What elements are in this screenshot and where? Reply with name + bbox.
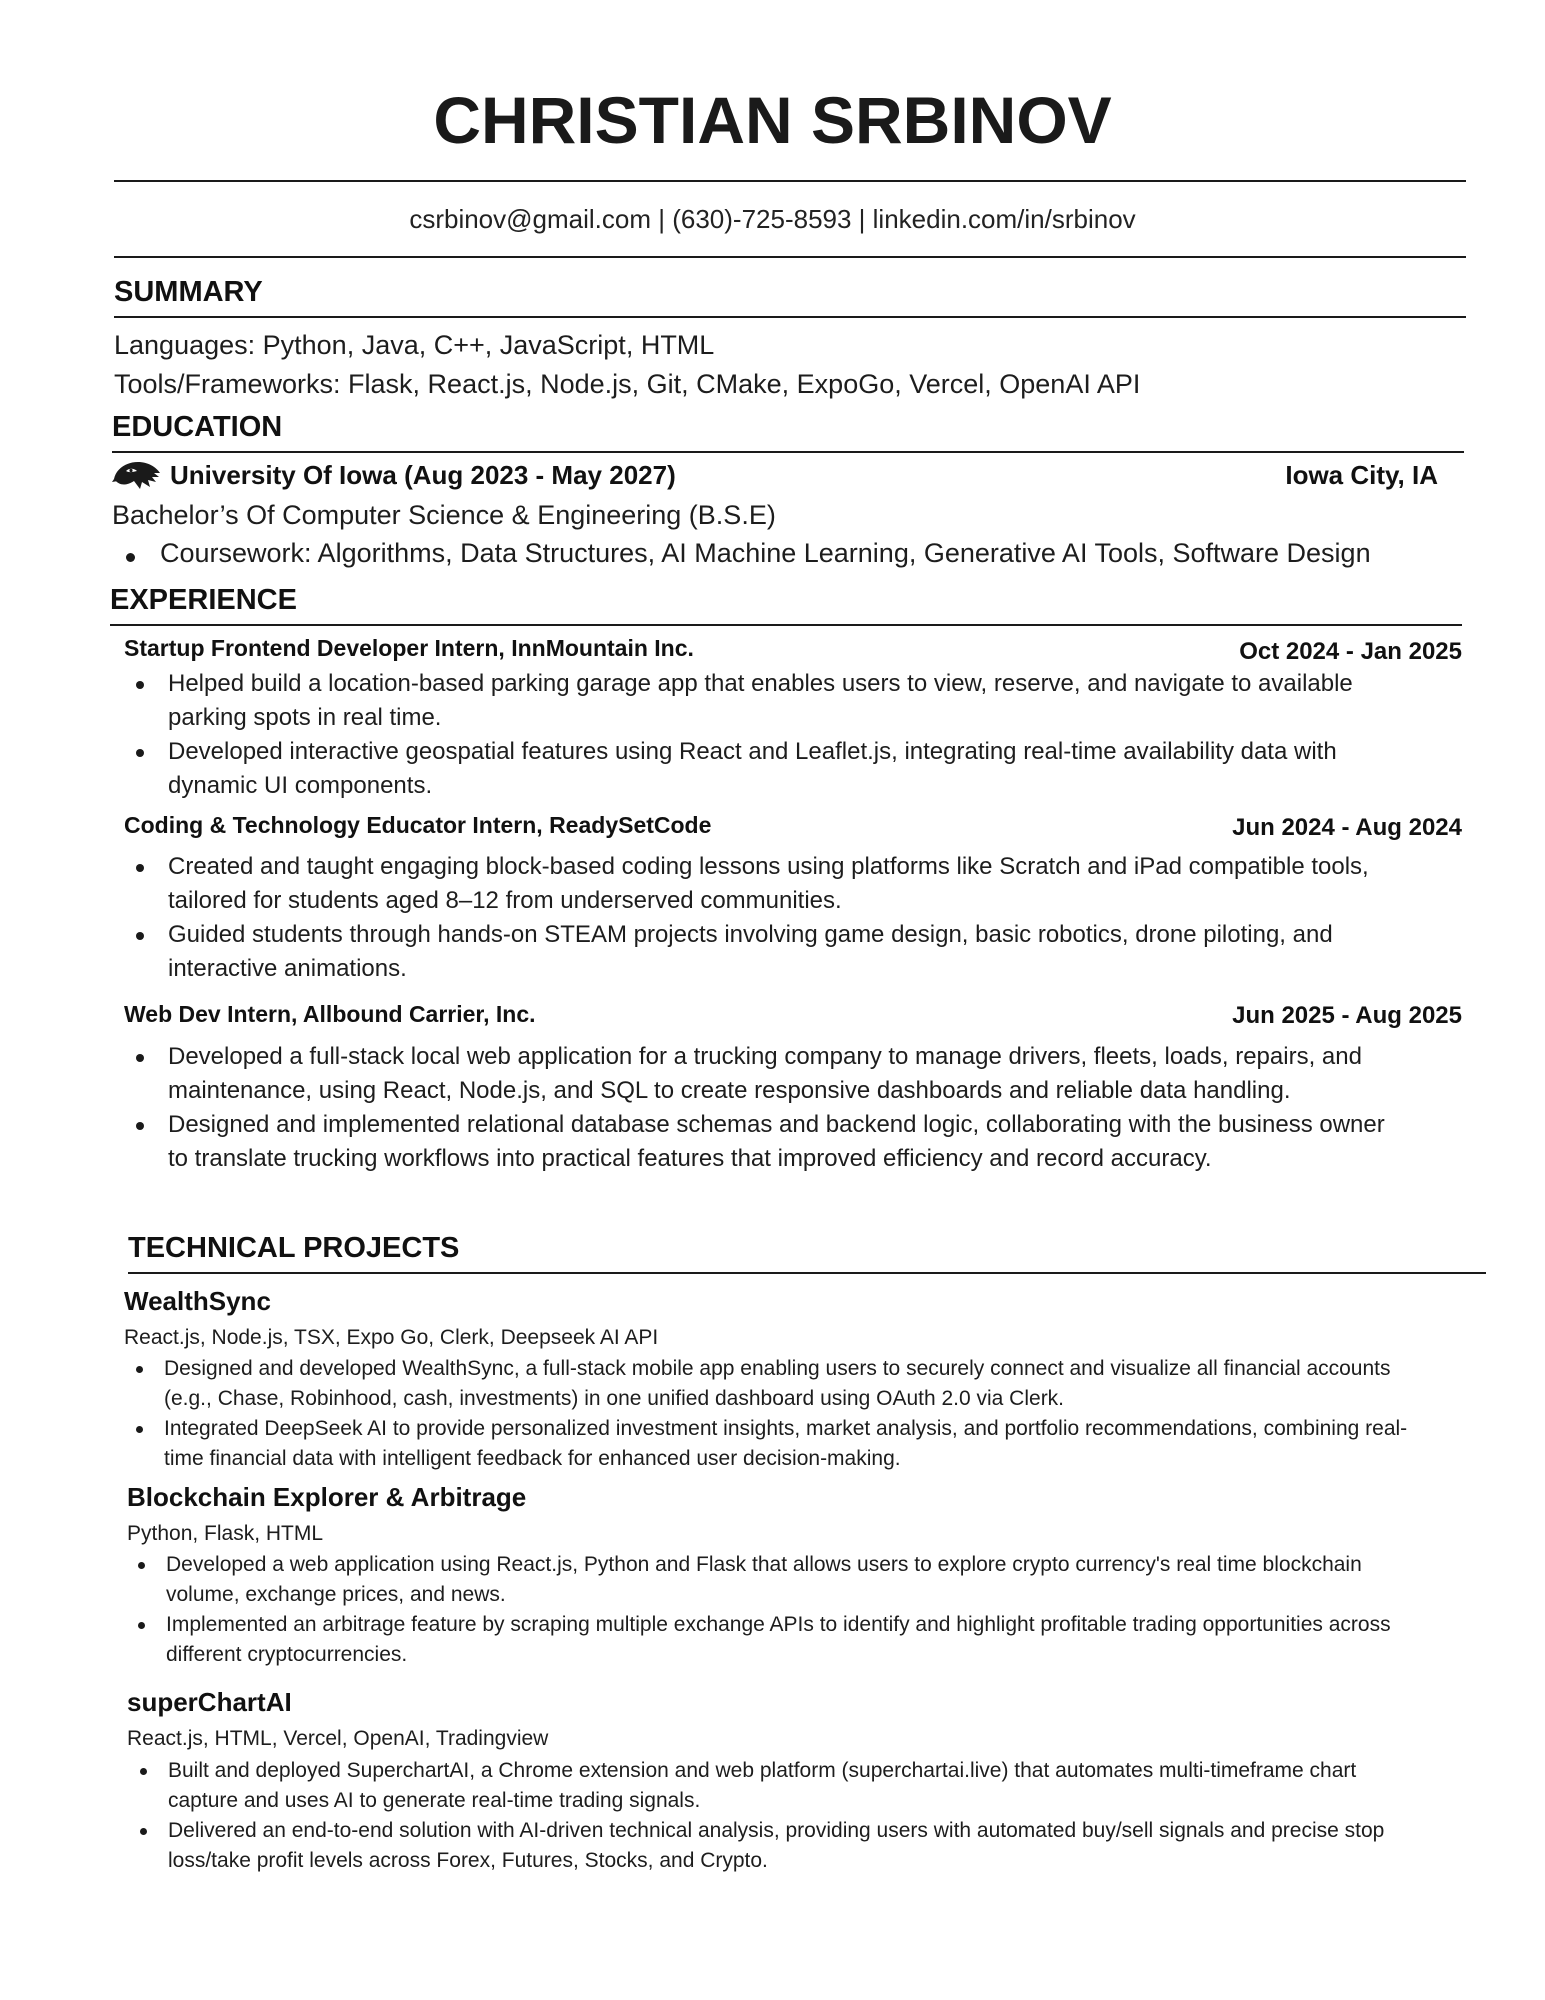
job-dates: Oct 2024 - Jan 2025 — [1239, 638, 1462, 665]
project-bullet: Designed and developed WealthSync, a full-stack mobile app enabling users to securely connect and visualize all financial accounts (e.g., Chase, Robinhood, cash, investments) in one unified dashboard using OAuth 2.0 via Clerk. — [164, 1354, 1414, 1414]
job-title: Coding & Technology Educator Intern, ReadySetCode — [124, 812, 712, 838]
contact-line: csrbinov@gmail.com | (630)-725-8593 | linkedin.com/in/srbinov — [409, 204, 1136, 234]
project-title: WealthSync — [124, 1286, 271, 1316]
hawkeye-logo-icon — [112, 459, 162, 491]
job-bullets — [168, 667, 1408, 803]
project-stack: Python, Flask, HTML — [127, 1522, 324, 1545]
project-stack: React.js, HTML, Vercel, OpenAI, Tradingview — [127, 1727, 549, 1750]
job-title: Startup Frontend Developer Intern, InnMountain Inc. — [124, 635, 694, 661]
job-bullet: Developed a full-stack local web application for a trucking company to manage drivers, fleets, loads, repairs, and maintenance, using React, Node.js, and SQL to create responsive dashboards and reliable data handling. — [168, 1040, 1408, 1108]
project-bullets — [166, 1550, 1436, 1670]
job-bullet: Helped build a location-based parking garage app that enables users to view, reserve, and navigate to available parking spots in real time. — [168, 667, 1408, 735]
projects-heading: TECHNICAL PROJECTS — [128, 1232, 460, 1264]
job-bullet: Created and taught engaging block-based coding lessons using platforms like Scratch and iPad compatible tools, tailored for students aged 8–12 from underserved communities. — [168, 850, 1408, 918]
project-bullet: Delivered an end-to-end solution with AI-driven technical analysis, providing users with automated buy/sell signals and precise stop loss/take profit levels across Forex, Futures, Stocks, and Crypto. — [168, 1816, 1418, 1876]
project-bullet: Implemented an arbitrage feature by scraping multiple exchange APIs to identify and highlight profitable trading opportunities across different cryptocurrencies. — [166, 1610, 1436, 1670]
summary-heading: SUMMARY — [114, 276, 263, 308]
job-dates: Jun 2024 - Aug 2024 — [1232, 814, 1462, 841]
summary-divider — [114, 316, 1466, 318]
job-dates: Jun 2025 - Aug 2025 — [1232, 1002, 1462, 1029]
coursework-bullet — [126, 553, 135, 562]
job-bullet: Designed and implemented relational database schemas and backend logic, collaborating with the business owner to translate trucking workflows into practical features that improved efficiency and record accuracy. — [168, 1108, 1408, 1176]
experience-divider — [110, 624, 1462, 626]
project-title: Blockchain Explorer & Arbitrage — [127, 1482, 527, 1512]
project-bullets — [164, 1354, 1414, 1474]
resume-name: CHRISTIAN SRBINOV — [433, 83, 1112, 157]
summary-tools: Tools/Frameworks: Flask, React.js, Node.js, Git, CMake, ExpoGo, Vercel, OpenAI API — [114, 369, 1141, 399]
job-bullets — [168, 850, 1408, 986]
job-bullet: Developed interactive geospatial features using React and Leaflet.js, integrating real-time availability data with dynamic UI components. — [168, 735, 1408, 803]
experience-heading: EXPERIENCE — [110, 584, 297, 616]
projects-divider — [128, 1272, 1486, 1274]
education-school: University Of Iowa (Aug 2023 - May 2027) — [170, 460, 676, 490]
project-bullets — [168, 1756, 1418, 1876]
job-title: Web Dev Intern, Allbound Carrier, Inc. — [124, 1001, 536, 1027]
project-bullet: Built and deployed SuperchartAI, a Chrome extension and web platform (superchartai.live) that automates multi-timeframe chart capture and uses AI to generate real-time trading signals. — [168, 1756, 1418, 1816]
education-location: Iowa City, IA — [1285, 460, 1438, 490]
job-bullets — [168, 1040, 1408, 1176]
project-bullet: Integrated DeepSeek AI to provide personalized investment insights, market analysis, and portfolio recommendations, combining real-time financial data with intelligent feedback for enhanced user decision-making. — [164, 1414, 1414, 1474]
education-coursework: Coursework: Algorithms, Data Structures, AI Machine Learning, Generative AI Tools, Software Design — [160, 538, 1371, 568]
header-divider-bottom — [114, 256, 1466, 258]
header-divider-top — [114, 180, 1466, 182]
project-bullet: Developed a web application using React.js, Python and Flask that allows users to explore crypto currency's real time blockchain volume, exchange prices, and news. — [166, 1550, 1436, 1610]
education-degree: Bachelor’s Of Computer Science & Engineering (B.S.E) — [112, 500, 776, 530]
education-heading: EDUCATION — [112, 411, 283, 443]
summary-languages: Languages: Python, Java, C++, JavaScript, HTML — [114, 330, 715, 360]
job-bullet: Guided students through hands-on STEAM projects involving game design, basic robotics, drone piloting, and interactive animations. — [168, 918, 1408, 986]
project-stack: React.js, Node.js, TSX, Expo Go, Clerk, Deepseek AI API — [124, 1326, 659, 1349]
education-divider — [112, 451, 1464, 453]
project-title: superChartAI — [127, 1687, 292, 1717]
